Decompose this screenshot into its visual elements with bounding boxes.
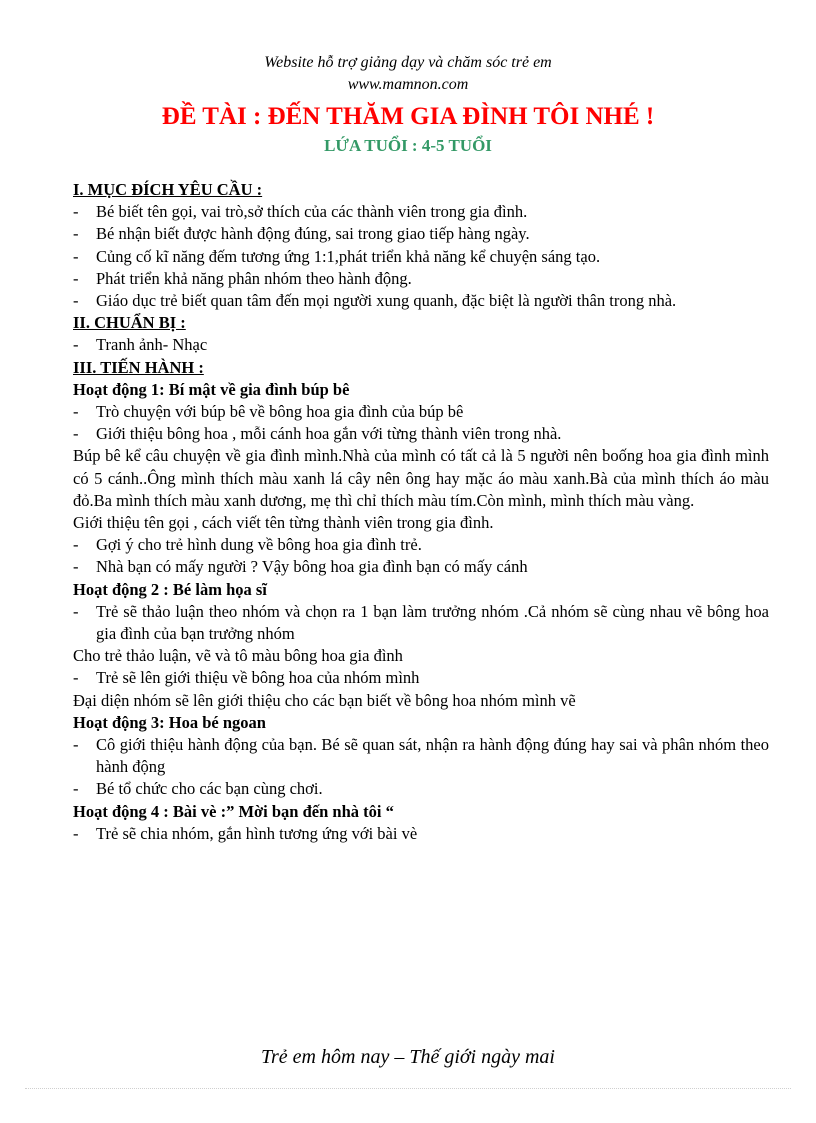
document-subtitle: LỨA TUỔI : 4-5 TUỔI xyxy=(324,136,492,155)
bullet-dash: - xyxy=(73,224,79,244)
footer-divider xyxy=(25,1088,791,1089)
bullet-dash: - xyxy=(73,779,79,799)
bullet-dash: - xyxy=(73,424,79,444)
paragraph: Đại diện nhóm sẽ lên giới thiệu cho các bạn biết về bông hoa nhóm mình vẽ xyxy=(73,690,576,710)
list-item: - Bé biết tên gọi, vai trò,sở thích của các thành viên trong gia đình. xyxy=(73,201,769,223)
bullet-dash: - xyxy=(73,735,79,755)
bullet-dash: - xyxy=(73,246,79,266)
list-item: - Tranh ảnh- Nhạc xyxy=(73,334,769,356)
bullet-dash: - xyxy=(73,535,79,555)
header-url-line: www.mamnon.com xyxy=(347,76,469,93)
list-item: - Nhà bạn có mấy người ? Vậy bông hoa gia đình bạn có mấy cánh xyxy=(73,556,769,578)
list-item: - Giáo dục trẻ biết quan tâm đến mọi người xung quanh, đặc biệt là người thân trong nhà. xyxy=(73,290,769,312)
bullet-dash: - xyxy=(73,601,79,621)
paragraph: Giới thiệu tên gọi , cách viết tên từng thành viên trong gia đình. xyxy=(73,513,494,533)
list-item: - Bé nhận biết được hành động đúng, sai trong giao tiếp hàng ngày. xyxy=(73,223,769,245)
list-item: - Cô giới thiệu hành động của bạn. Bé sẽ quan sát, nhận ra hành động đúng hay sai và phân nhóm theo hành động xyxy=(73,735,769,777)
paragraph: Cho trẻ thảo luận, vẽ và tô màu bông hoa gia đình xyxy=(73,646,403,666)
list-item: - Trò chuyện với búp bê về bông hoa gia đình của búp bê xyxy=(73,401,769,423)
list-item: - Bé tổ chức cho các bạn cùng chơi. xyxy=(73,778,769,800)
section-heading-procedure: III. TIẾN HÀNH : xyxy=(73,357,204,377)
list-item: - Phát triển khả năng phân nhóm theo hành động. xyxy=(73,268,769,290)
activity-4-title: Hoạt động 4 : Bài vè :” Mời bạn đến nhà tôi “ xyxy=(73,801,394,821)
bullet-dash: - xyxy=(73,668,79,688)
bullet-dash: - xyxy=(73,402,79,422)
document-body xyxy=(73,179,769,845)
header-website-line: Website hỗ trợ giảng dạy và chăm sóc trẻ em xyxy=(264,54,552,71)
section-heading-objectives: I. MỤC ĐÍCH YÊU CẦU : xyxy=(73,180,263,199)
activity-1-title: Hoạt động 1: Bí mật về gia đình búp bê xyxy=(73,379,350,399)
paragraph: Búp bê kể câu chuyện về gia đình mình.Nhà của mình có tất cả là 5 người nên boống hoa gia đình mình có 5 cánh..Ông mình thích màu xanh lá cây nên ông hay mặc áo màu xanh.Bà của mình thích áo màu đỏ.Ba mình thích màu xanh dương, mẹ thì chỉ thích màu tím.Còn mình, mình thích màu vàng. xyxy=(73,446,769,510)
bullet-dash: - xyxy=(73,823,79,843)
bullet-dash: - xyxy=(73,557,79,577)
document-title: ĐỀ TÀI : ĐẾN THĂM GIA ĐÌNH TÔI NHÉ ! xyxy=(161,103,655,130)
list-item: - Trẻ sẽ thảo luận theo nhóm và chọn ra 1 bạn làm trưởng nhóm .Cả nhóm sẽ cùng nhau vẽ bông hoa gia đình của bạn trưởng nhóm xyxy=(73,601,769,644)
footer-slogan: Trẻ em hôm nay – Thế giới ngày mai xyxy=(261,1046,555,1068)
activity-2-title: Hoạt động 2 : Bé làm họa sĩ xyxy=(73,579,267,599)
bullet-dash: - xyxy=(73,202,79,222)
activity-3-title: Hoạt động 3: Hoa bé ngoan xyxy=(73,712,266,732)
list-item: - Giới thiệu bông hoa , mỗi cánh hoa gắn với từng thành viên trong nhà. xyxy=(73,423,769,445)
list-item: - Gợi ý cho trẻ hình dung về bông hoa gia đình trẻ. xyxy=(73,534,769,556)
section-heading-preparation: II. CHUẨN BỊ : xyxy=(73,313,186,333)
bullet-dash: - xyxy=(73,335,79,355)
bullet-dash: - xyxy=(73,291,79,311)
list-item: - Củng cố kĩ năng đếm tương ứng 1:1,phát triển khả năng kể chuyện sáng tạo. xyxy=(73,246,769,268)
list-item: - Trẻ sẽ chia nhóm, gắn hình tương ứng với bài vè xyxy=(73,823,769,845)
list-item: - Trẻ sẽ lên giới thiệu về bông hoa của nhóm mình xyxy=(73,667,769,689)
bullet-dash: - xyxy=(73,268,79,288)
